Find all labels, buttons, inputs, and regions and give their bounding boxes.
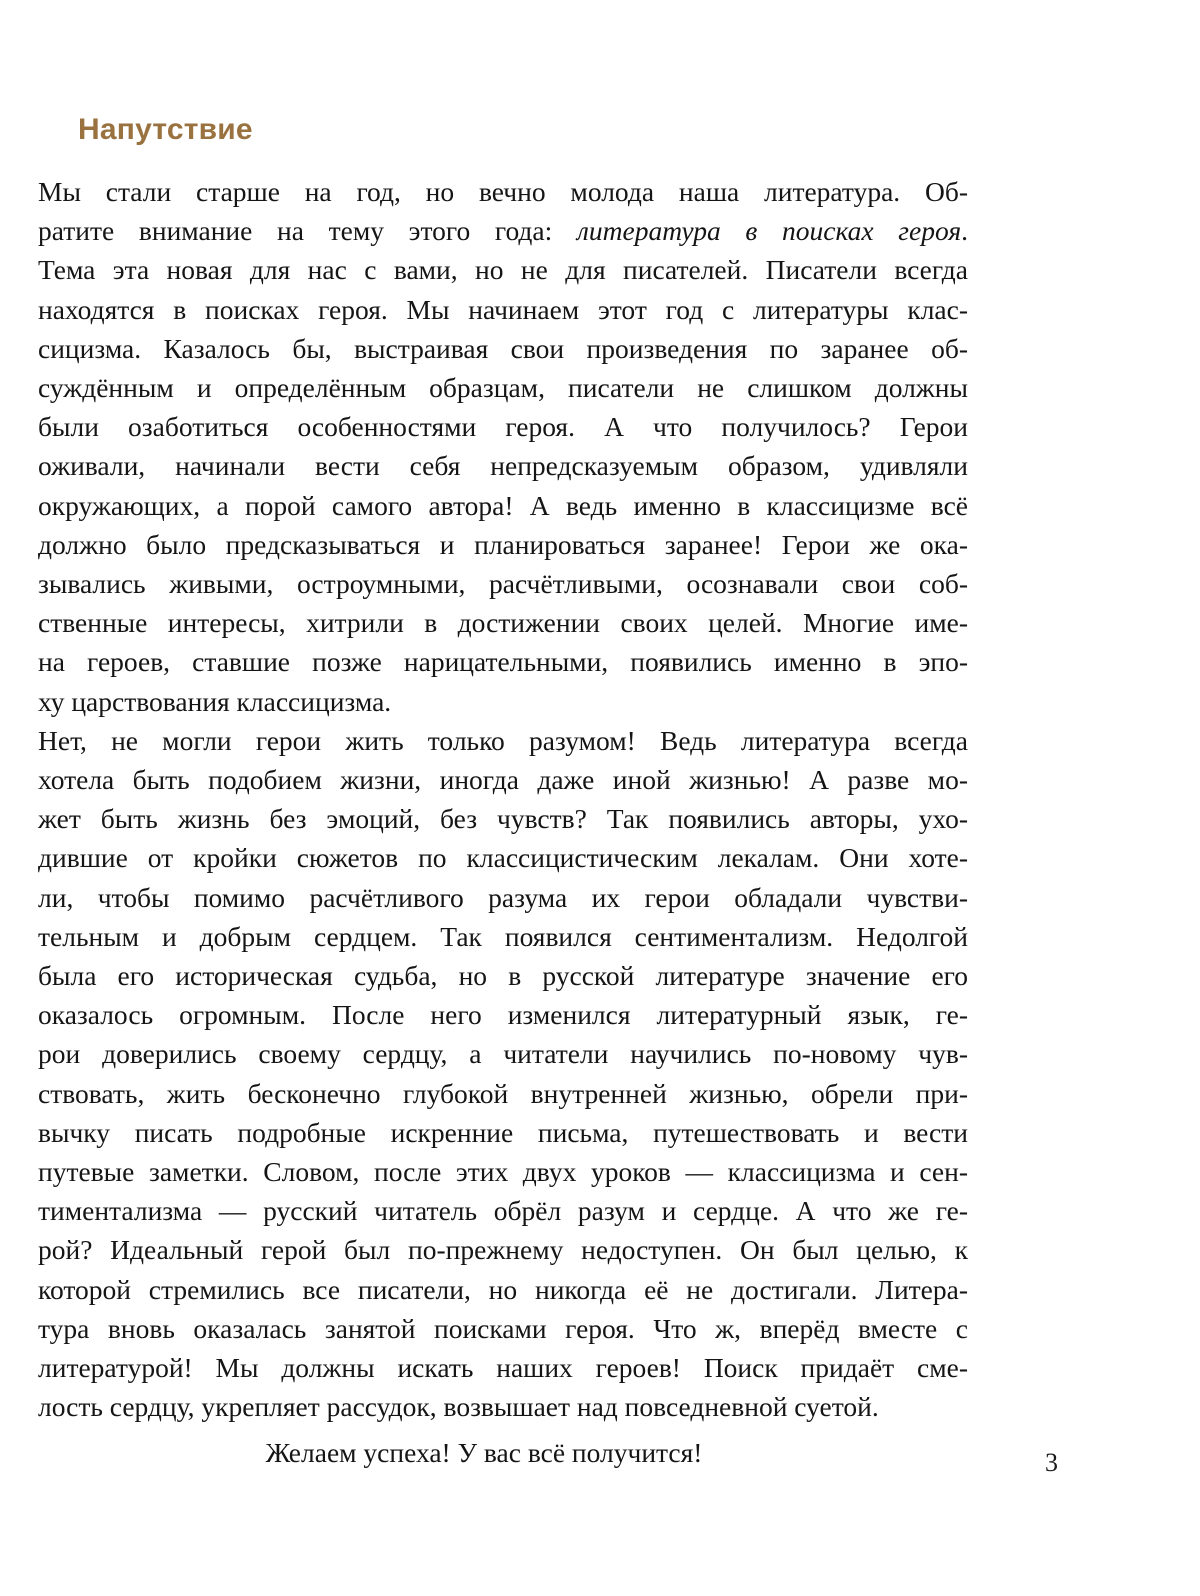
text-line: зывались живыми, остроумными, расчётливыми, осознавали свои соб- [38, 568, 968, 600]
text-line: путевые заметки. Словом, после этих двух уроков — классицизма и сен- [38, 1156, 968, 1188]
text-line: хотела быть подобием жизни, иногда даже иной жизнью! А разве мо- [38, 764, 968, 796]
text-line: рой? Идеальный герой был по-прежнему недоступен. Он был целью, к [38, 1234, 968, 1266]
text-line: тура вновь оказалась занятой поисками героя. Что ж, вперёд вместе с [38, 1312, 968, 1344]
text-line: находятся в поисках героя. Мы начинаем этот год с литературы клас- [38, 293, 968, 325]
paragraph-1 [0, 172, 968, 721]
text-line: была его историческая судьба, но в русской литературе значение его [38, 960, 968, 992]
text-line: тиментализма — русский читатель обрёл разум и сердце. А что же ге- [38, 1195, 968, 1227]
text-line: Нет, не могли герои жить только разумом! Ведь литература всегда [38, 724, 968, 756]
text-line: ху царствования классицизма. [38, 685, 392, 717]
text-line: были озаботиться особенностями героя. А что получилось? Герои [38, 411, 968, 443]
text-line: Тема эта новая для нас с вами, но не для писателей. Писатели всегда [38, 254, 968, 286]
italic-theme-phrase: литература в поисках героя [576, 215, 962, 247]
text-line: сицизма. Казалось бы, выстраивая свои произведения по заранее об- [38, 332, 968, 364]
text-line: Мы стали старше на год, но вечно молода наша литература. Об- [38, 176, 968, 207]
text-line: дившие от кройки сюжетов по классицистическим лекалам. Они хоте- [38, 842, 968, 874]
text-line: лость сердцу, укрепляет рассудок, возвышает над повседневной суетой. [38, 1391, 879, 1423]
closing-line: Желаем успеха! У вас всё получится! [265, 1436, 703, 1468]
text-line: оказалось огромным. После него изменился литературный язык, ге- [38, 999, 968, 1031]
text-line: суждённым и определённым образцам, писатели не слишком должны [38, 372, 968, 404]
text-line: вычку писать подробные искренние письма, путешествовать и вести [38, 1116, 968, 1148]
text-line: рои доверились своему сердцу, а читатели научились по-новому чув- [38, 1038, 968, 1070]
text-line: должно было предсказываться и планироваться заранее! Герои же ока- [38, 528, 968, 560]
page-number: 3 [1045, 1448, 1058, 1477]
text-line: тельным и добрым сердцем. Так появился сентиментализм. Недолгой [38, 920, 968, 952]
page-title: Напутствие [78, 113, 253, 146]
text-line: которой стремились все писатели, но никогда её не достигали. Литера- [38, 1273, 968, 1305]
text-line: ратите внимание на тему этого года: литература в поисках героя. [38, 215, 968, 247]
text-line: ственные интересы, хитрили в достижении своих целей. Многие име- [38, 607, 968, 639]
text-line: ли, чтобы помимо расчётливого разума их герои обладали чувстви- [38, 881, 968, 913]
text-line: литературой! Мы должны искать наших героев! Поиск придаёт сме- [38, 1352, 968, 1384]
paragraph-2 [0, 721, 968, 1427]
text-line: окружающих, а порой самого автора! А ведь именно в классицизме всё [38, 489, 968, 521]
body-text [0, 172, 968, 1472]
text-line: жет быть жизнь без эмоций, без чувств? Так появились авторы, ухо- [38, 803, 968, 835]
text-line: оживали, начинали вести себя непредсказуемым образом, удивляли [38, 450, 968, 482]
text-line: ствовать, жить бесконечно глубокой внутренней жизнью, обрели при- [38, 1077, 968, 1109]
text-line: на героев, ставшие позже нарицательными, появились именно в эпо- [38, 646, 968, 678]
